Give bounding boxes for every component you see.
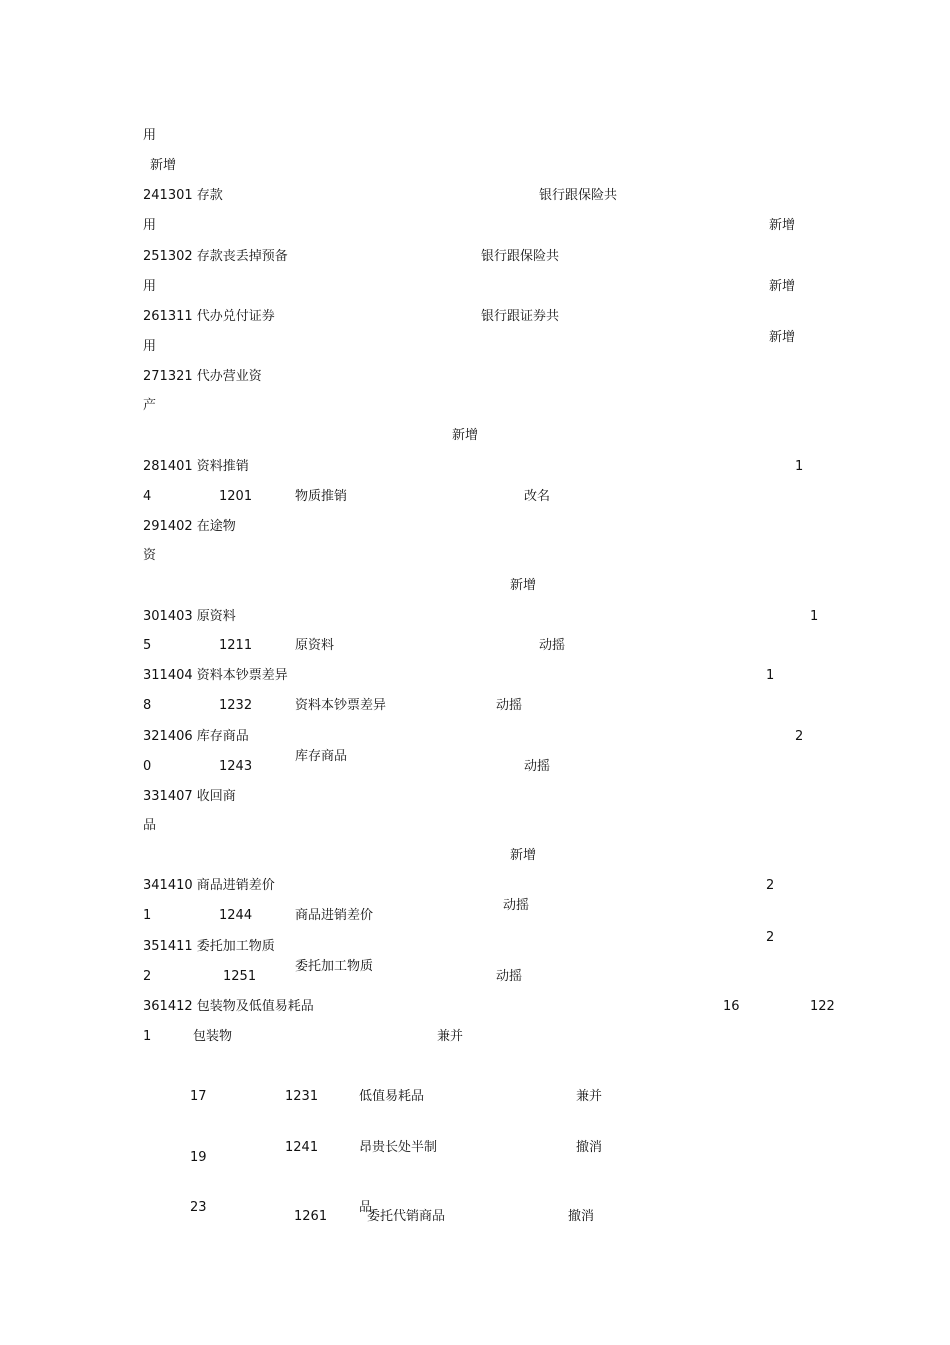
text-digit: 0 — [143, 759, 152, 774]
text-action: 动摇 — [496, 969, 523, 984]
text-yinhang-zhengquan: 银行跟证券共 — [481, 309, 560, 324]
text-yong: 用 — [143, 339, 157, 354]
row-271321: 271321 代办营业资 — [143, 369, 262, 384]
text-action: 兼并 — [576, 1089, 603, 1104]
text-action: 兼并 — [437, 1029, 464, 1044]
text-name: 原资料 — [295, 638, 335, 653]
row-351411: 351411 委托加工物质 — [143, 939, 275, 954]
text-name: 库存商品 — [295, 749, 348, 764]
row-281401: 281401 资料推销 — [143, 459, 249, 474]
text-digit: 1 — [766, 668, 775, 683]
text-digit: 2 — [766, 930, 775, 945]
text-name: 资料本钞票差异 — [295, 698, 387, 713]
text-code: 1231 — [285, 1089, 319, 1104]
text-digit: 1 — [143, 1029, 152, 1044]
row-291402: 291402 在途物 — [143, 519, 236, 534]
text-digit: 1 — [795, 459, 804, 474]
text-digit: 8 — [143, 698, 152, 713]
text-digit: 2 — [766, 878, 775, 893]
text-action: 改名 — [524, 489, 551, 504]
text-code: 1261 — [294, 1209, 328, 1224]
text-code: 122 — [810, 999, 835, 1014]
text-yong: 用 — [143, 279, 157, 294]
text-yong: 用 — [143, 218, 157, 233]
text-code: 1211 — [219, 638, 253, 653]
text-xinzeng: 新增 — [510, 578, 537, 593]
text-action: 动摇 — [539, 638, 566, 653]
text-yinhang-baoxian: 银行跟保险共 — [481, 249, 560, 264]
text-code: 1232 — [219, 698, 253, 713]
text-name: 商品进销差价 — [295, 908, 374, 923]
text-digit: 2 — [143, 969, 152, 984]
row-331407: 331407 收回商 — [143, 789, 236, 804]
text-yinhang-baoxian: 银行跟保险共 — [539, 188, 618, 203]
text-code: 1251 — [223, 969, 257, 984]
row-251302: 251302 存款丧丢掉预备 — [143, 249, 288, 264]
text-code: 1244 — [219, 908, 253, 923]
text-xinzeng: 新增 — [769, 279, 796, 294]
text-pin: 品 — [143, 818, 157, 833]
text-number: 19 — [190, 1150, 207, 1165]
text-number: 23 — [190, 1200, 207, 1215]
text-action: 动摇 — [524, 759, 551, 774]
text-name: 委托代销商品 — [367, 1209, 446, 1224]
text-xinzeng: 新增 — [769, 330, 796, 345]
text-name: 委托加工物质 — [295, 959, 374, 974]
row-301403: 301403 原资料 — [143, 609, 236, 624]
text-digit: 4 — [143, 489, 152, 504]
row-361412: 361412 包装物及低值易耗品 — [143, 999, 314, 1014]
text-action: 动摇 — [503, 898, 530, 913]
text-digit: 2 — [795, 729, 804, 744]
row-241301: 241301 存款 — [143, 188, 223, 203]
text-number: 16 — [723, 999, 740, 1014]
text-action: 撤消 — [576, 1140, 603, 1155]
row-321406: 321406 库存商品 — [143, 729, 249, 744]
text-digit: 1 — [143, 908, 152, 923]
text-zi: 资 — [143, 548, 157, 563]
text-chan: 产 — [143, 398, 157, 413]
text-name: 包装物 — [193, 1029, 233, 1044]
text-number: 17 — [190, 1089, 207, 1104]
text-digit: 5 — [143, 638, 152, 653]
row-341410: 341410 商品进销差价 — [143, 878, 275, 893]
text-action: 动摇 — [496, 698, 523, 713]
text-yong: 用 — [143, 128, 157, 143]
text-name: 物质推销 — [295, 489, 348, 504]
row-311404: 311404 资料本钞票差异 — [143, 668, 288, 683]
text-xinzeng: 新增 — [769, 218, 796, 233]
text-xinzeng: 新增 — [150, 158, 177, 173]
row-261311: 261311 代办兑付证券 — [143, 309, 275, 324]
text-pin: 品 — [359, 1200, 373, 1215]
text-code: 1243 — [219, 759, 253, 774]
text-digit: 1 — [810, 609, 819, 624]
text-name: 昂贵长处半制 — [359, 1140, 438, 1155]
text-xinzeng: 新增 — [452, 428, 479, 443]
text-xinzeng: 新增 — [510, 848, 537, 863]
text-action: 撤消 — [568, 1209, 595, 1224]
text-name: 低值易耗品 — [359, 1089, 425, 1104]
text-code: 1201 — [219, 489, 253, 504]
text-code: 1241 — [285, 1140, 319, 1155]
